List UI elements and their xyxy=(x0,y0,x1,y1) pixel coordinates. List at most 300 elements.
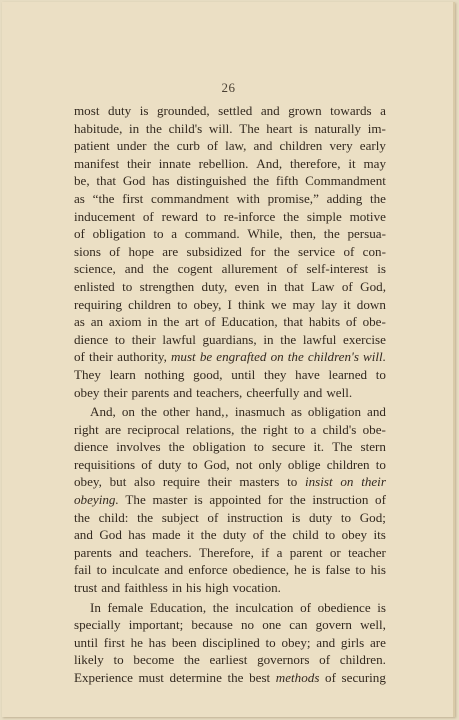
word: God; xyxy=(359,509,386,525)
word: instruction xyxy=(312,492,369,508)
word: the xyxy=(283,208,300,224)
word: their xyxy=(207,474,232,490)
word: made xyxy=(152,527,181,543)
word: because xyxy=(191,617,233,633)
word: are xyxy=(105,421,122,437)
paragraph xyxy=(74,599,386,687)
word: under xyxy=(116,138,147,154)
word: inducement xyxy=(74,208,136,224)
word: governors xyxy=(257,652,310,668)
word: vocation. xyxy=(232,580,281,596)
word: is xyxy=(139,103,149,118)
word: if xyxy=(261,544,270,560)
word: his xyxy=(186,580,202,596)
word: lawful xyxy=(162,331,196,347)
text-line xyxy=(74,526,386,544)
word: to xyxy=(325,527,336,543)
word: but xyxy=(109,474,127,490)
word: the xyxy=(270,527,287,543)
word: that xyxy=(284,278,304,294)
page-number: 26 xyxy=(221,80,236,95)
word: obey xyxy=(341,527,368,543)
word: false xyxy=(325,562,351,578)
word: grown xyxy=(288,103,322,118)
word: in xyxy=(266,278,277,294)
word: innate xyxy=(158,155,191,171)
word: Education, xyxy=(149,599,207,615)
word: Education, xyxy=(221,314,278,330)
text-line xyxy=(74,296,386,314)
word: to xyxy=(287,474,298,490)
word: of xyxy=(343,243,355,259)
word: im- xyxy=(367,120,386,136)
word: law, xyxy=(225,138,247,154)
word: good, xyxy=(193,366,223,382)
word: fail xyxy=(74,562,92,578)
word: habitude, xyxy=(74,120,123,136)
word: in xyxy=(171,580,183,596)
word: to xyxy=(253,439,264,455)
word: simple xyxy=(306,208,342,224)
body-text xyxy=(74,102,386,687)
word: obey; xyxy=(281,634,311,650)
word: as xyxy=(291,404,302,420)
word: obligation xyxy=(307,404,362,420)
word: And, xyxy=(256,155,283,171)
word: of xyxy=(345,314,357,330)
word: fifth xyxy=(275,173,299,189)
word: trust xyxy=(74,580,98,596)
word: of xyxy=(204,314,216,330)
word: it xyxy=(348,155,356,171)
word: the xyxy=(253,173,270,189)
word: child's xyxy=(322,421,357,437)
word: obligation xyxy=(92,226,146,242)
text-line xyxy=(74,491,386,509)
word: masters xyxy=(239,474,280,490)
word: to xyxy=(265,634,276,650)
word: on xyxy=(121,404,135,420)
word: distinguished xyxy=(176,173,247,189)
word: early xyxy=(359,138,386,154)
text-line xyxy=(74,243,386,261)
word: manifest xyxy=(74,155,120,171)
word: their xyxy=(89,349,114,365)
word: right xyxy=(74,421,99,437)
italic-word: obeying. xyxy=(74,492,119,508)
word: and xyxy=(101,580,121,596)
word: most xyxy=(74,103,100,118)
word: high xyxy=(205,580,229,596)
word: The xyxy=(125,492,146,508)
word: oblige xyxy=(287,456,321,472)
word: is xyxy=(299,120,308,136)
word: a xyxy=(171,226,178,242)
word: reciprocal xyxy=(127,421,180,437)
word: motive xyxy=(349,208,386,224)
word: is xyxy=(291,509,301,525)
word: as xyxy=(74,190,85,206)
word: the xyxy=(163,314,180,330)
word: of xyxy=(142,208,154,224)
word: children xyxy=(326,456,370,472)
word: in xyxy=(263,331,274,347)
word: axiom xyxy=(108,314,142,330)
word: is xyxy=(377,261,386,277)
word: a xyxy=(276,544,283,560)
word: dience xyxy=(74,439,109,455)
word: learned xyxy=(328,366,368,382)
italic-word: children's xyxy=(307,349,359,365)
word: nothing xyxy=(144,366,185,382)
word: art xyxy=(185,314,199,330)
text-line xyxy=(74,225,386,243)
word: Experience xyxy=(74,670,133,685)
word: God xyxy=(99,527,122,543)
word: the xyxy=(183,652,200,668)
word: inculcate xyxy=(111,562,160,578)
word: child xyxy=(292,527,319,543)
text-line xyxy=(74,384,386,402)
word: teacher xyxy=(348,544,386,560)
word: and xyxy=(316,634,336,650)
word: even xyxy=(234,278,260,294)
word: requisitions xyxy=(74,456,136,472)
word: hand,‚ xyxy=(195,404,229,420)
text-line xyxy=(74,438,386,456)
word: therefore, xyxy=(289,155,341,171)
word: authority, xyxy=(117,349,167,365)
word: to xyxy=(375,456,386,472)
word: children. xyxy=(339,652,386,668)
word: no xyxy=(240,617,255,633)
word: are xyxy=(162,243,179,259)
word: down xyxy=(356,296,386,312)
word: the xyxy=(74,509,90,525)
word: duty xyxy=(158,456,182,472)
word: also xyxy=(134,474,156,490)
word: the xyxy=(153,138,170,154)
word: master xyxy=(152,492,188,508)
word: obligation xyxy=(192,439,246,455)
word: of xyxy=(109,243,121,259)
text-line xyxy=(74,561,386,579)
italic-word: insist xyxy=(305,474,333,490)
paragraph xyxy=(74,403,386,597)
italic-word: on xyxy=(270,349,284,365)
word: persua- xyxy=(347,226,386,242)
book-page xyxy=(2,2,455,717)
word: heart xyxy=(266,120,293,136)
word: inasmuch xyxy=(234,404,286,420)
word: it. xyxy=(313,439,325,455)
word: securing xyxy=(341,670,386,685)
word: hope xyxy=(128,243,154,259)
word: for xyxy=(250,243,266,259)
word: its xyxy=(373,527,386,543)
word: guardians, xyxy=(202,331,257,347)
word: be, xyxy=(74,173,90,189)
text-line xyxy=(74,403,386,421)
word: and xyxy=(164,562,184,578)
word: grounded, xyxy=(156,103,210,118)
word: it xyxy=(186,527,195,543)
word: I xyxy=(227,296,232,312)
word: of xyxy=(300,599,311,615)
word: to xyxy=(96,562,107,578)
word: only xyxy=(258,456,282,472)
text-line xyxy=(74,190,386,208)
word: In xyxy=(90,599,101,615)
word: the xyxy=(145,120,162,136)
word: will. xyxy=(208,120,233,136)
word: God xyxy=(122,173,146,189)
word: has xyxy=(128,527,146,543)
word: become xyxy=(133,652,175,668)
word: a xyxy=(380,103,386,118)
word: well. xyxy=(326,384,353,400)
word: the xyxy=(289,492,306,508)
word: of xyxy=(74,349,85,365)
text-line xyxy=(74,137,386,155)
word: of xyxy=(286,261,298,277)
text-line xyxy=(74,313,386,331)
word: can xyxy=(289,617,308,633)
word: the xyxy=(370,190,386,206)
word: very xyxy=(329,138,353,154)
word: may xyxy=(363,155,386,171)
word: and xyxy=(74,527,93,543)
word: faithless xyxy=(124,580,168,596)
word: duty, xyxy=(201,278,228,294)
text-line xyxy=(74,208,386,226)
word: duty xyxy=(223,527,247,543)
word: require xyxy=(162,474,200,490)
word: and xyxy=(260,103,280,118)
word: in xyxy=(129,120,140,136)
word: lawful xyxy=(302,331,337,347)
word: requiring xyxy=(74,296,122,312)
word: the xyxy=(152,261,169,277)
text-line xyxy=(74,102,386,120)
word: curb xyxy=(176,138,200,154)
word: the xyxy=(227,670,244,685)
word: one xyxy=(262,617,282,633)
word: “the xyxy=(92,190,115,206)
word: subsidized xyxy=(186,243,242,259)
word: promise,” xyxy=(267,190,319,206)
text-line xyxy=(74,456,386,474)
word: habits xyxy=(308,314,341,330)
word: his xyxy=(370,562,386,578)
word: right xyxy=(263,421,288,437)
word: child: xyxy=(98,509,129,525)
word: teachers, xyxy=(196,384,243,400)
word: of xyxy=(74,226,85,242)
word: and xyxy=(253,138,273,154)
word: Commandment xyxy=(305,173,386,189)
italic-word: must xyxy=(170,349,196,365)
word: of xyxy=(325,670,336,685)
text-line xyxy=(74,669,386,687)
word: and xyxy=(173,384,193,400)
word: self-interest xyxy=(306,261,369,277)
text-line xyxy=(74,509,386,527)
text-line xyxy=(74,155,386,173)
word: are xyxy=(369,634,386,650)
word: stern xyxy=(360,439,386,455)
word: the xyxy=(323,226,340,242)
word: must xyxy=(138,670,164,685)
word: children xyxy=(128,296,172,312)
word: until xyxy=(74,634,99,650)
word: is xyxy=(311,562,321,578)
word: the xyxy=(137,509,154,525)
word: Law xyxy=(311,278,335,294)
word: cheerfully xyxy=(246,384,300,400)
word: earliest xyxy=(209,652,248,668)
word: to xyxy=(375,366,386,382)
text-line xyxy=(74,348,386,366)
word: their xyxy=(103,384,128,400)
word: instruction xyxy=(226,509,283,525)
word: obey, xyxy=(193,296,222,312)
word: until xyxy=(231,366,256,382)
word: inculcation xyxy=(235,599,294,615)
word: exercise xyxy=(343,331,386,347)
word: obe- xyxy=(362,314,386,330)
word: the xyxy=(240,421,257,437)
word: as xyxy=(74,314,85,330)
word: re-inforce xyxy=(223,208,276,224)
word: they xyxy=(263,366,287,382)
word: the xyxy=(168,439,185,455)
text-line xyxy=(74,260,386,278)
word: duty xyxy=(308,509,333,525)
word: parents xyxy=(131,384,170,400)
word: con- xyxy=(362,243,386,259)
word: dience xyxy=(74,331,109,347)
word: subject xyxy=(161,509,199,525)
word: strengthen xyxy=(139,278,195,294)
word: commandment xyxy=(151,190,229,206)
word: an xyxy=(90,314,104,330)
word: enforce xyxy=(188,562,228,578)
text-line xyxy=(74,278,386,296)
word: They xyxy=(74,366,101,382)
word: is xyxy=(194,492,203,508)
word: to xyxy=(153,226,164,242)
word: first xyxy=(103,634,125,650)
word: then, xyxy=(290,226,317,242)
word: sions xyxy=(74,243,101,259)
word: and xyxy=(119,544,139,560)
word: think xyxy=(238,296,265,312)
word: that xyxy=(96,173,117,189)
word: that xyxy=(283,314,304,330)
word: to xyxy=(187,456,198,472)
word: towards xyxy=(330,103,372,118)
word: God, xyxy=(203,456,230,472)
word: and xyxy=(303,384,323,400)
word: it xyxy=(343,296,351,312)
word: or xyxy=(329,544,341,560)
word: parent xyxy=(289,544,323,560)
word: The xyxy=(332,439,353,455)
word: And, xyxy=(90,404,116,420)
word: is xyxy=(377,599,386,615)
italic-word: engrafted xyxy=(216,349,267,365)
word: for xyxy=(267,492,284,508)
word: reward xyxy=(161,208,198,224)
word: the xyxy=(273,243,290,259)
italic-word: methods xyxy=(275,670,320,685)
word: their xyxy=(131,331,156,347)
word: best xyxy=(249,670,271,685)
word: obe- xyxy=(362,421,386,437)
italic-word: the xyxy=(287,349,304,365)
word: and xyxy=(367,404,386,420)
word: has xyxy=(152,173,170,189)
word: to xyxy=(340,509,352,525)
word: allurement xyxy=(221,261,278,277)
word: we xyxy=(271,296,287,312)
word: likely xyxy=(74,652,104,668)
text-line xyxy=(74,172,386,190)
word: of xyxy=(341,278,353,294)
word: While, xyxy=(247,226,283,242)
word: child's xyxy=(168,120,203,136)
word: duty xyxy=(107,103,132,118)
word: the xyxy=(280,331,297,347)
word: The xyxy=(239,120,260,136)
word: to xyxy=(355,562,366,578)
word: patient xyxy=(74,138,110,154)
word: with xyxy=(236,190,260,206)
word: to xyxy=(114,331,126,347)
word: their xyxy=(126,155,151,171)
word: to xyxy=(205,208,216,224)
word: the xyxy=(212,599,229,615)
word: have xyxy=(295,366,320,382)
text-line xyxy=(74,651,386,669)
word: of xyxy=(375,492,386,508)
word: Therefore, xyxy=(198,544,254,560)
italic-word: be xyxy=(199,349,213,365)
word: secure xyxy=(272,439,306,455)
word: been xyxy=(171,634,197,650)
word: service xyxy=(298,243,336,259)
word: to xyxy=(122,278,133,294)
word: other xyxy=(162,404,190,420)
word: well, xyxy=(360,617,386,633)
word: he xyxy=(294,562,307,578)
word: obey xyxy=(74,384,100,400)
word: of xyxy=(252,527,264,543)
word: enlisted xyxy=(74,278,115,294)
text-line xyxy=(74,421,386,439)
word: rebellion. xyxy=(198,155,249,171)
italic-word: will. xyxy=(363,349,386,365)
italic-word: on xyxy=(340,474,354,490)
word: to xyxy=(177,296,188,312)
word: of xyxy=(207,138,218,154)
word: relations, xyxy=(186,421,235,437)
word: first xyxy=(122,190,144,206)
word: learn xyxy=(109,366,136,382)
word: involves xyxy=(116,439,161,455)
word: may xyxy=(292,296,316,312)
